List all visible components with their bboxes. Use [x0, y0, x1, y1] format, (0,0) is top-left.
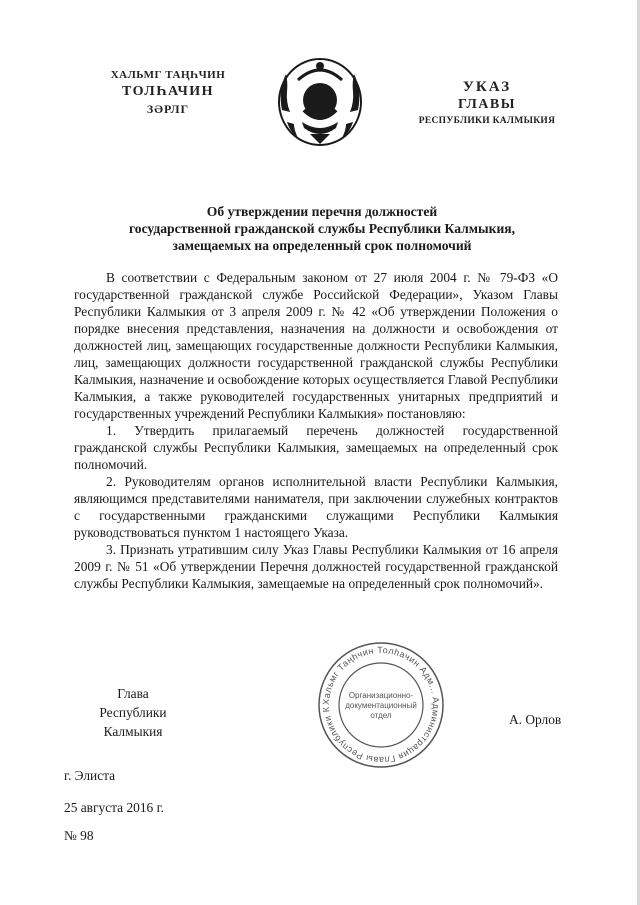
signature-name: А. Орлов	[509, 712, 562, 727]
official-stamp	[316, 640, 446, 770]
signature-position-line1: Глава	[117, 686, 149, 701]
stamp-inner-line2: документационный	[345, 701, 417, 710]
header-right-line3: РЕСПУБЛИКИ КАЛМЫКИЯ	[418, 116, 556, 126]
header-left-line2: ТОЛҺАЧИН	[121, 84, 215, 99]
title-line-2: государственной гражданской службы Республики Калмыкия,	[128, 221, 516, 236]
footer-date: 25 августа 2016 г.	[64, 800, 164, 815]
header-right-russian	[392, 78, 582, 128]
stamp-inner-line3: отдел	[370, 711, 392, 720]
document-title	[80, 203, 564, 254]
body-intro-paragraph: В соответствии с Федеральным законом от 27 июля 2004 г. № 79-ФЗ «О государственной гражданской службе Российской Федерации», Указом Главы Республики Калмыкия от 3 апреля 2009 г. № 42 «Об утверждении Положения о порядке внесения представления, назначения на должности и освобождения от должностей лиц, замещающих государственные должности Республики Калмыкия, лиц, замещающих должности государственной гражданской службы Республики Калмыкия, назначение и освобождение которых осуществляется Главой Республики Калмыкия, а также руководителей государственных унитарных предприятий и государственных учреждений Республики Калмыкия» постановляю:	[74, 270, 558, 421]
stamp-inner-line1: Организационно-	[348, 691, 414, 700]
title-line-1: Об утверждении перечня должностей	[206, 204, 438, 219]
signature-position-line2: Республики Калмыкия	[99, 705, 167, 739]
body-item-1: 1. Утвердить прилагаемый перечень должностей государственной гражданской службы Республики Калмыкия, замещаемых на определенный срок полномочий.	[74, 423, 558, 472]
header-left-line3: ЗӘРЛГ	[146, 102, 190, 116]
coat-of-arms-icon	[274, 52, 366, 148]
header-right-line1: УКАЗ	[462, 79, 512, 95]
body-item-3: 3. Признать утратившим силу Указ Главы Республики Калмыкия от 16 апреля 2009 г. № 51 «Об утверждении Перечня должностей государственной гражданской службы Республики Калмыкия, замещаемые на определенный срок полномочий».	[74, 542, 558, 591]
stamp-outer-text: Хальмг Таңһчин Толһачин Адм... Администрация Главы Республики К	[320, 644, 442, 766]
title-line-3: замещаемых на определенный срок полномочий	[172, 238, 472, 253]
footer-place: г. Элиста	[64, 768, 116, 783]
footer-number: № 98	[64, 828, 94, 843]
body-item-2: 2. Руководителям органов исполнительной власти Республики Калмыкия, являющимся представителями нанимателя, при заключении служебных контрактов с государственными гражданскими служащими Республики Калмыкия руководствоваться пунктом 1 настоящего Указа.	[74, 474, 558, 540]
document-body	[74, 269, 558, 592]
header-right-line2: ГЛАВЫ	[458, 97, 516, 112]
signature-position	[78, 684, 188, 741]
header-left-kalmyk	[78, 68, 258, 117]
header-left-line1: ХАЛЬМГ ТАҢҺЧИН	[110, 69, 226, 81]
